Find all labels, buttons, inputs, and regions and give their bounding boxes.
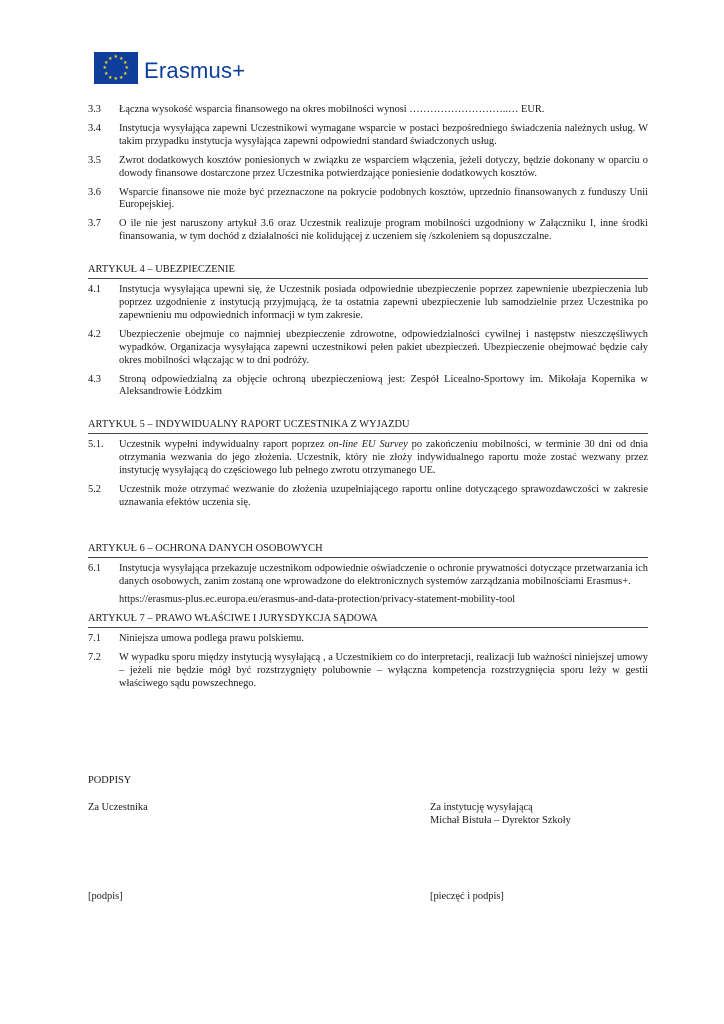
- document-body: [88, 104, 648, 691]
- paragraph-number: 3.5: [88, 154, 101, 166]
- director-name: Michał Bistuła – Dyrektor Szkoły: [430, 814, 571, 826]
- paragraph-number: 6.1: [88, 562, 101, 574]
- paragraph-3-7: [88, 218, 648, 244]
- institution-signature: [pieczęć i podpis]: [430, 891, 504, 902]
- article-7-heading: ARTYKUŁ 7 – PRAWO WŁAŚCIWE I JURYSDYKCJA SĄDOWA: [88, 613, 648, 628]
- paragraph-number: 4.1: [88, 284, 101, 296]
- signatures-heading: PODPISY: [88, 775, 132, 786]
- paragraph-text: Wsparcie finansowe nie może być przeznaczone na pokrycie podobnych kosztów, uprzednio finansowanych z funduszy Unii Europejskiej.: [119, 186, 648, 211]
- eu-flag-icon: ★ ★ ★ ★ ★ ★ ★ ★ ★ ★ ★ ★: [94, 52, 138, 84]
- participant-label: Za Uczestnika: [88, 802, 148, 813]
- paragraph-number: 7.2: [88, 652, 101, 664]
- paragraph-number: 4.3: [88, 373, 101, 385]
- paragraph-5-1: [88, 439, 648, 478]
- paragraph-3-6: [88, 187, 648, 213]
- paragraph-7-2: [88, 652, 648, 691]
- paragraph-number: 3.6: [88, 186, 101, 198]
- paragraph-3-4: [88, 123, 648, 149]
- article-4-heading: ARTYKUŁ 4 – UBEZPIECZENIE: [88, 264, 648, 279]
- paragraph-text: Instytucja wysyłająca upewni się, że Uczestnik posiada odpowiednie ubezpieczenie poprzez zapewnienie ubezpieczenia lub poprzez uzgodnienie z instytucją przyjmującą, że ta ostatnia zapewni ubezpieczenie lub samodzielnie przez Uczestnika po zapewnieniu mu odpowiednich informacji w tym zakresie.: [119, 284, 648, 321]
- paragraph-5-2: [88, 484, 648, 510]
- paragraph-text: Zwrot dodatkowych kosztów poniesionych w związku ze wsparciem włączenia, jeżeli dotyczy, będzie dokonany w oparciu o dowody finansowe dostarczone przez Uczestnika potwierdzające poniesienie dodatkowych kosztów.: [119, 154, 648, 179]
- paragraph-text: Ubezpieczenie obejmuje co najmniej ubezpieczenie zdrowotne, odpowiedzialności cywilnej i następstw nieszczęśliwych wypadków. Organizacja wysyłająca zapewni uczestnikowi pełen pakiet ubezpieczeń. Ubezpieczenie obejmować będzie cały okres mobilności włączając w to dni podróży.: [119, 328, 648, 366]
- institution-block: [430, 802, 571, 828]
- paragraph-4-2: [88, 329, 648, 368]
- institution-label: Za instytucję wysyłającą: [430, 802, 533, 813]
- article-5-heading: ARTYKUŁ 5 – INDYWIDUALNY RAPORT UCZESTNIKA Z WYJAZDU: [88, 419, 648, 434]
- paragraph-text: Instytucja wysyłająca przekazuje uczestnikom odpowiednie oświadczenie o ochronie prywatności dotyczące przetwarzania ich danych osobowych, zanim zostaną one wprowadzone do elektronicznych systemów zarządzania mobilnościami Erasmus+.: [119, 562, 648, 587]
- paragraph-text: O ile nie jest naruszony artykuł 3.6 oraz Uczestnik realizuje program mobilności uzgodniony w Załączniku I, inne środki finansowania, w tym dochód z działalności nie kolidującej z uczeniem się /szkoleniem są dopuszczalne.: [119, 218, 648, 243]
- paragraph-4-1: [88, 284, 648, 323]
- paragraph-3-5: [88, 155, 648, 181]
- paragraph-4-3: [88, 374, 648, 400]
- paragraph-number: 3.7: [88, 218, 101, 230]
- paragraph-number: 3.3: [88, 104, 101, 115]
- paragraph-text: Stroną odpowiedzialną za objęcie ochroną ubezpieczeniową jest: Zespół Licealno-Sportowy im. Mikołaja Kopernika w Aleksandrowie Łódzkim: [119, 373, 648, 398]
- paragraph-text: Uczestnik może otrzymać wezwanie do złożenia uzupełniającego raportu online dotyczącego sprawozdawczości w zakresie uznawania efektów uczenia się.: [119, 483, 648, 508]
- paragraph-text: Łączna wysokość wsparcia finansowego na okres mobilności wynosi ………………………..… EUR.: [119, 104, 545, 115]
- paragraph-number: 5.1.: [88, 439, 104, 451]
- paragraph-text: Instytucja wysyłająca zapewni Uczestnikowi wymagane wsparcie w postaci bezpośredniego świadczenia należnych usług. W takim przypadku instytucja wysyłająca zapewni odpowiedni standard świadczonych usług.: [119, 122, 648, 147]
- paragraph-text-rest: po zakończeniu mobilności, w terminie 30 dni od dnia otrzymania wezwania do jego złożenia. Uczestnik, który nie złoży indywidualnego raportu może zostać wezwany przez instytucję wysyłającą do częściowego lub pełnego zwrotu otrzymanego UE.: [119, 439, 648, 477]
- paragraph-number: 3.4: [88, 122, 101, 134]
- paragraph-text: W wypadku sporu między instytucją wysyłającą , a Uczestnikiem co do interpretacji, realizacji lub ważności niniejszej umowy – jeżeli nie będzie mógł być rozstrzygnięty polubownie – wyłączna kompetencja rozstrzygnięcia sporu leży w gestii właściwego sądu powszechnego.: [119, 652, 648, 689]
- paragraph-3-3: [88, 104, 648, 117]
- participant-signature: [podpis]: [88, 891, 123, 902]
- survey-name: on-line EU Survey: [328, 439, 408, 451]
- privacy-statement-link[interactable]: https://erasmus-plus.ec.europa.eu/erasmus-and-data-protection/privacy-statement-mobility-tool: [119, 594, 516, 606]
- paragraph-text-start: Uczestnik wypełni indywidualny raport poprzez: [119, 439, 329, 451]
- paragraph-text: Niniejsza umowa podlega prawu polskiemu.: [119, 633, 304, 645]
- paragraph-number: 4.2: [88, 328, 101, 340]
- paragraph-number: 5.2: [88, 483, 101, 495]
- logo-text: Erasmus+: [144, 58, 246, 83]
- paragraph-6-1: [88, 563, 648, 589]
- paragraph-number: 7.1: [88, 633, 101, 645]
- paragraph-7-1: [88, 633, 648, 646]
- erasmus-logo: [94, 51, 245, 85]
- article-6-heading: ARTYKUŁ 6 – OCHRONA DANYCH OSOBOWYCH: [88, 543, 648, 558]
- paragraph-text: [119, 439, 648, 478]
